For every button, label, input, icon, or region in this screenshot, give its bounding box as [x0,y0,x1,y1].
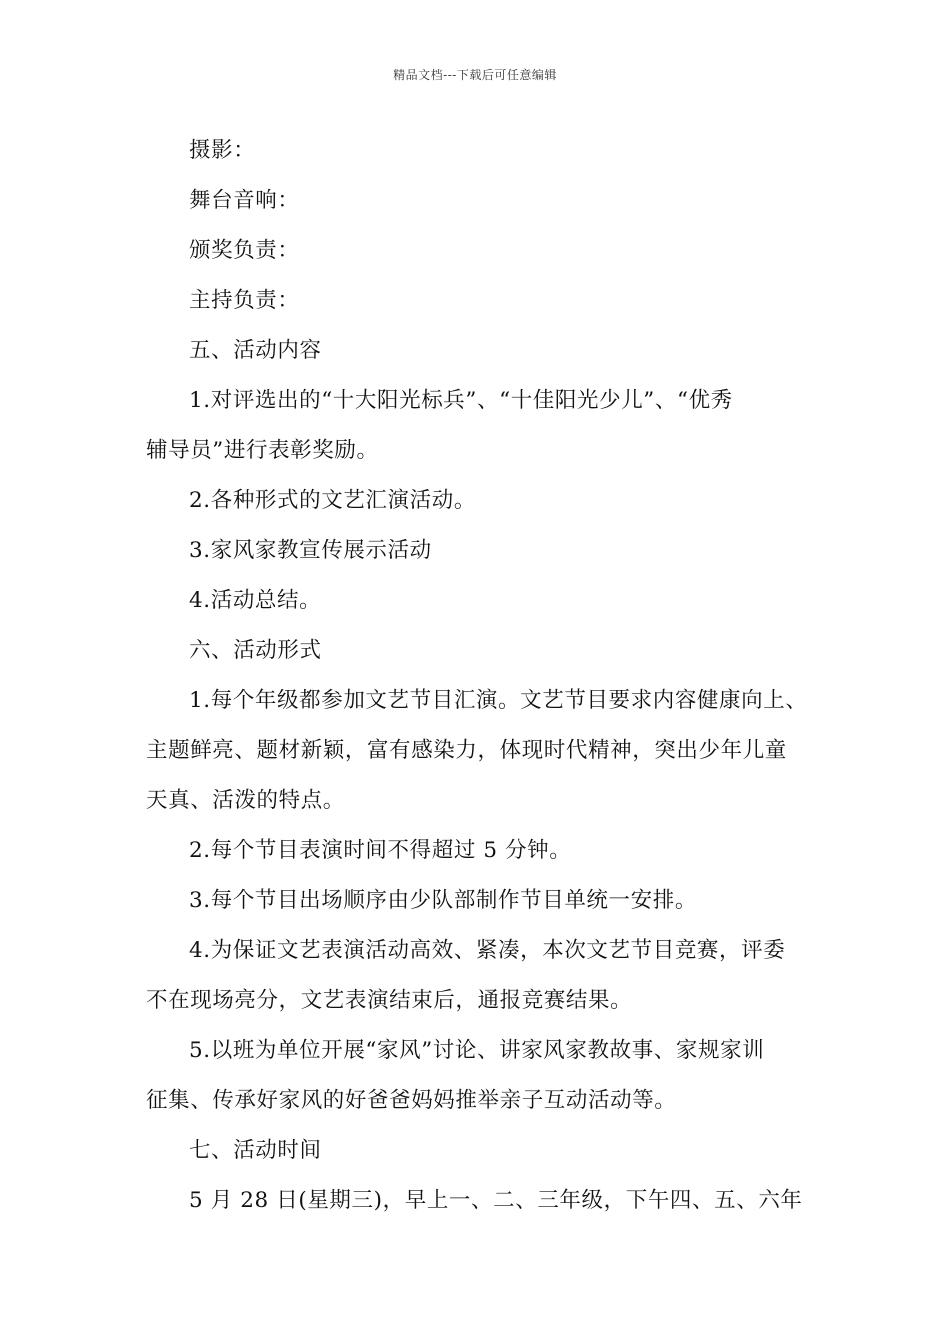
paragraph-line: 5 月 28 日(星期三)，早上一、二、三年级，下午四、五、六年 [189,1188,803,1213]
paragraph-line: 1.每个年级都参加文艺节目汇演。文艺节目要求内容健康向上、 [189,688,808,713]
text-line-award-lead: 颁奖负责： [189,238,300,263]
paragraph-line: 征集、传承好家风的好爸爸妈妈推举亲子互动活动等。 [146,1088,677,1113]
section-heading-content: 五、活动内容 [189,338,322,363]
paragraph-line: 2.每个节目表演时间不得超过 5 分钟。 [189,838,572,863]
paragraph-line: 5.以班为单位开展“家风”讨论、讲家风家教故事、家规家训 [189,1038,765,1063]
paragraph-line: 2.各种形式的文艺汇演活动。 [189,488,476,513]
paragraph-line: 3.家风家教宣传展示活动 [189,538,432,563]
text-line-stage-audio: 舞台音响： [189,188,300,213]
document-body [146,126,816,1226]
section-heading-format: 六、活动形式 [189,638,322,663]
paragraph-line: 不在现场亮分，文艺表演结束后，通报竞赛结果。 [146,988,633,1013]
paragraph-line: 4.为保证文艺表演活动高效、紧凑，本次文艺节目竞赛，评委 [189,938,786,963]
paragraph-line: 辅导员”进行表彰奖励。 [146,438,379,463]
text-line-photography: 摄影： [189,138,256,163]
paragraph-line: 天真、活泼的特点。 [146,788,345,813]
paragraph-line: 3.每个节目出场顺序由少队部制作节目单统一安排。 [189,888,697,913]
text-line-host-lead: 主持负责： [189,288,300,313]
page-header: 精品文档---下载后可任意编辑 [393,68,557,82]
paragraph-line: 1.对评选出的“十大阳光标兵”、“十佳阳光少儿”、“优秀 [189,388,733,413]
section-heading-time: 七、活动时间 [189,1138,322,1163]
paragraph-line: 主题鲜亮、题材新颖，富有感染力，体现时代精神，突出少年儿童 [146,738,787,763]
paragraph-line: 4.活动总结。 [189,588,322,613]
